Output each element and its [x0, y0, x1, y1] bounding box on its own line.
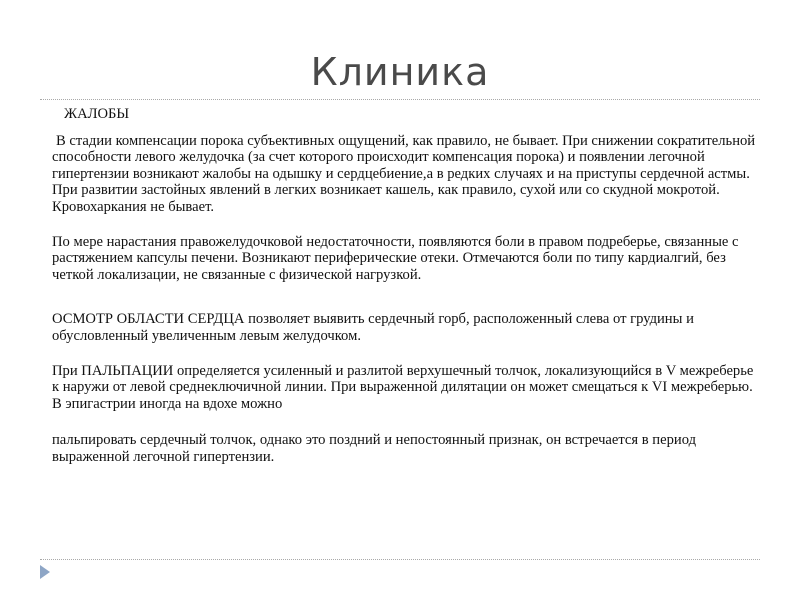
paragraph-compensation: В стадии компенсации порока субъективных ощущений, как правило, не бывает. При снижении сократительной способности левого желудочка (за счет которого происходит компенсация порока) и появлении легочной гипертензии возникают жалобы на одышку и сердцебиение,а в редких случаях и на приступы сердечной астмы. При развитии застойных явлений в легких возникает кашель, как правило, сухой или со скудной мокротой. Кровохаркания не бывает.: [52, 132, 756, 215]
paragraph-right-ventricular: По мере нарастания правожелудочковой недостаточности, появляются боли в правом подреберье, связанные с растяжением капсулы печени. Возникают периферические отеки. Отмечаются боли по типу кардиалгий, без четкой локализации, не связанные с физической нагрузкой.: [52, 233, 739, 283]
bottom-divider: [40, 559, 760, 560]
slide-title: Клиника: [310, 50, 490, 94]
paragraph-palpation-continued: пальпировать сердечный толчок, однако это поздний и непостоянный признак, он встречается в период выраженной легочной гипертензии.: [52, 432, 696, 465]
triangle-right-icon[interactable]: [40, 565, 50, 579]
top-divider: [40, 99, 760, 100]
paragraph-heart-inspection: ОСМОТР ОБЛАСТИ СЕРДЦА позволяет выявить сердечный горб, расположенный слева от грудины и обусловленный увеличенным левым желудочком.: [52, 311, 694, 344]
paragraph-palpation: При ПАЛЬПАЦИИ определяется усиленный и разлитой верхушечный толчок, локализующийся в V межреберье к наружи от левой среднеключичной линии. При выраженной дилятации он может смещаться к VI межреберью. В эпигастрии иногда на вдохе можно: [52, 362, 754, 412]
section-heading-complaints: ЖАЛОБЫ: [64, 106, 130, 122]
slide-body: [52, 106, 764, 466]
